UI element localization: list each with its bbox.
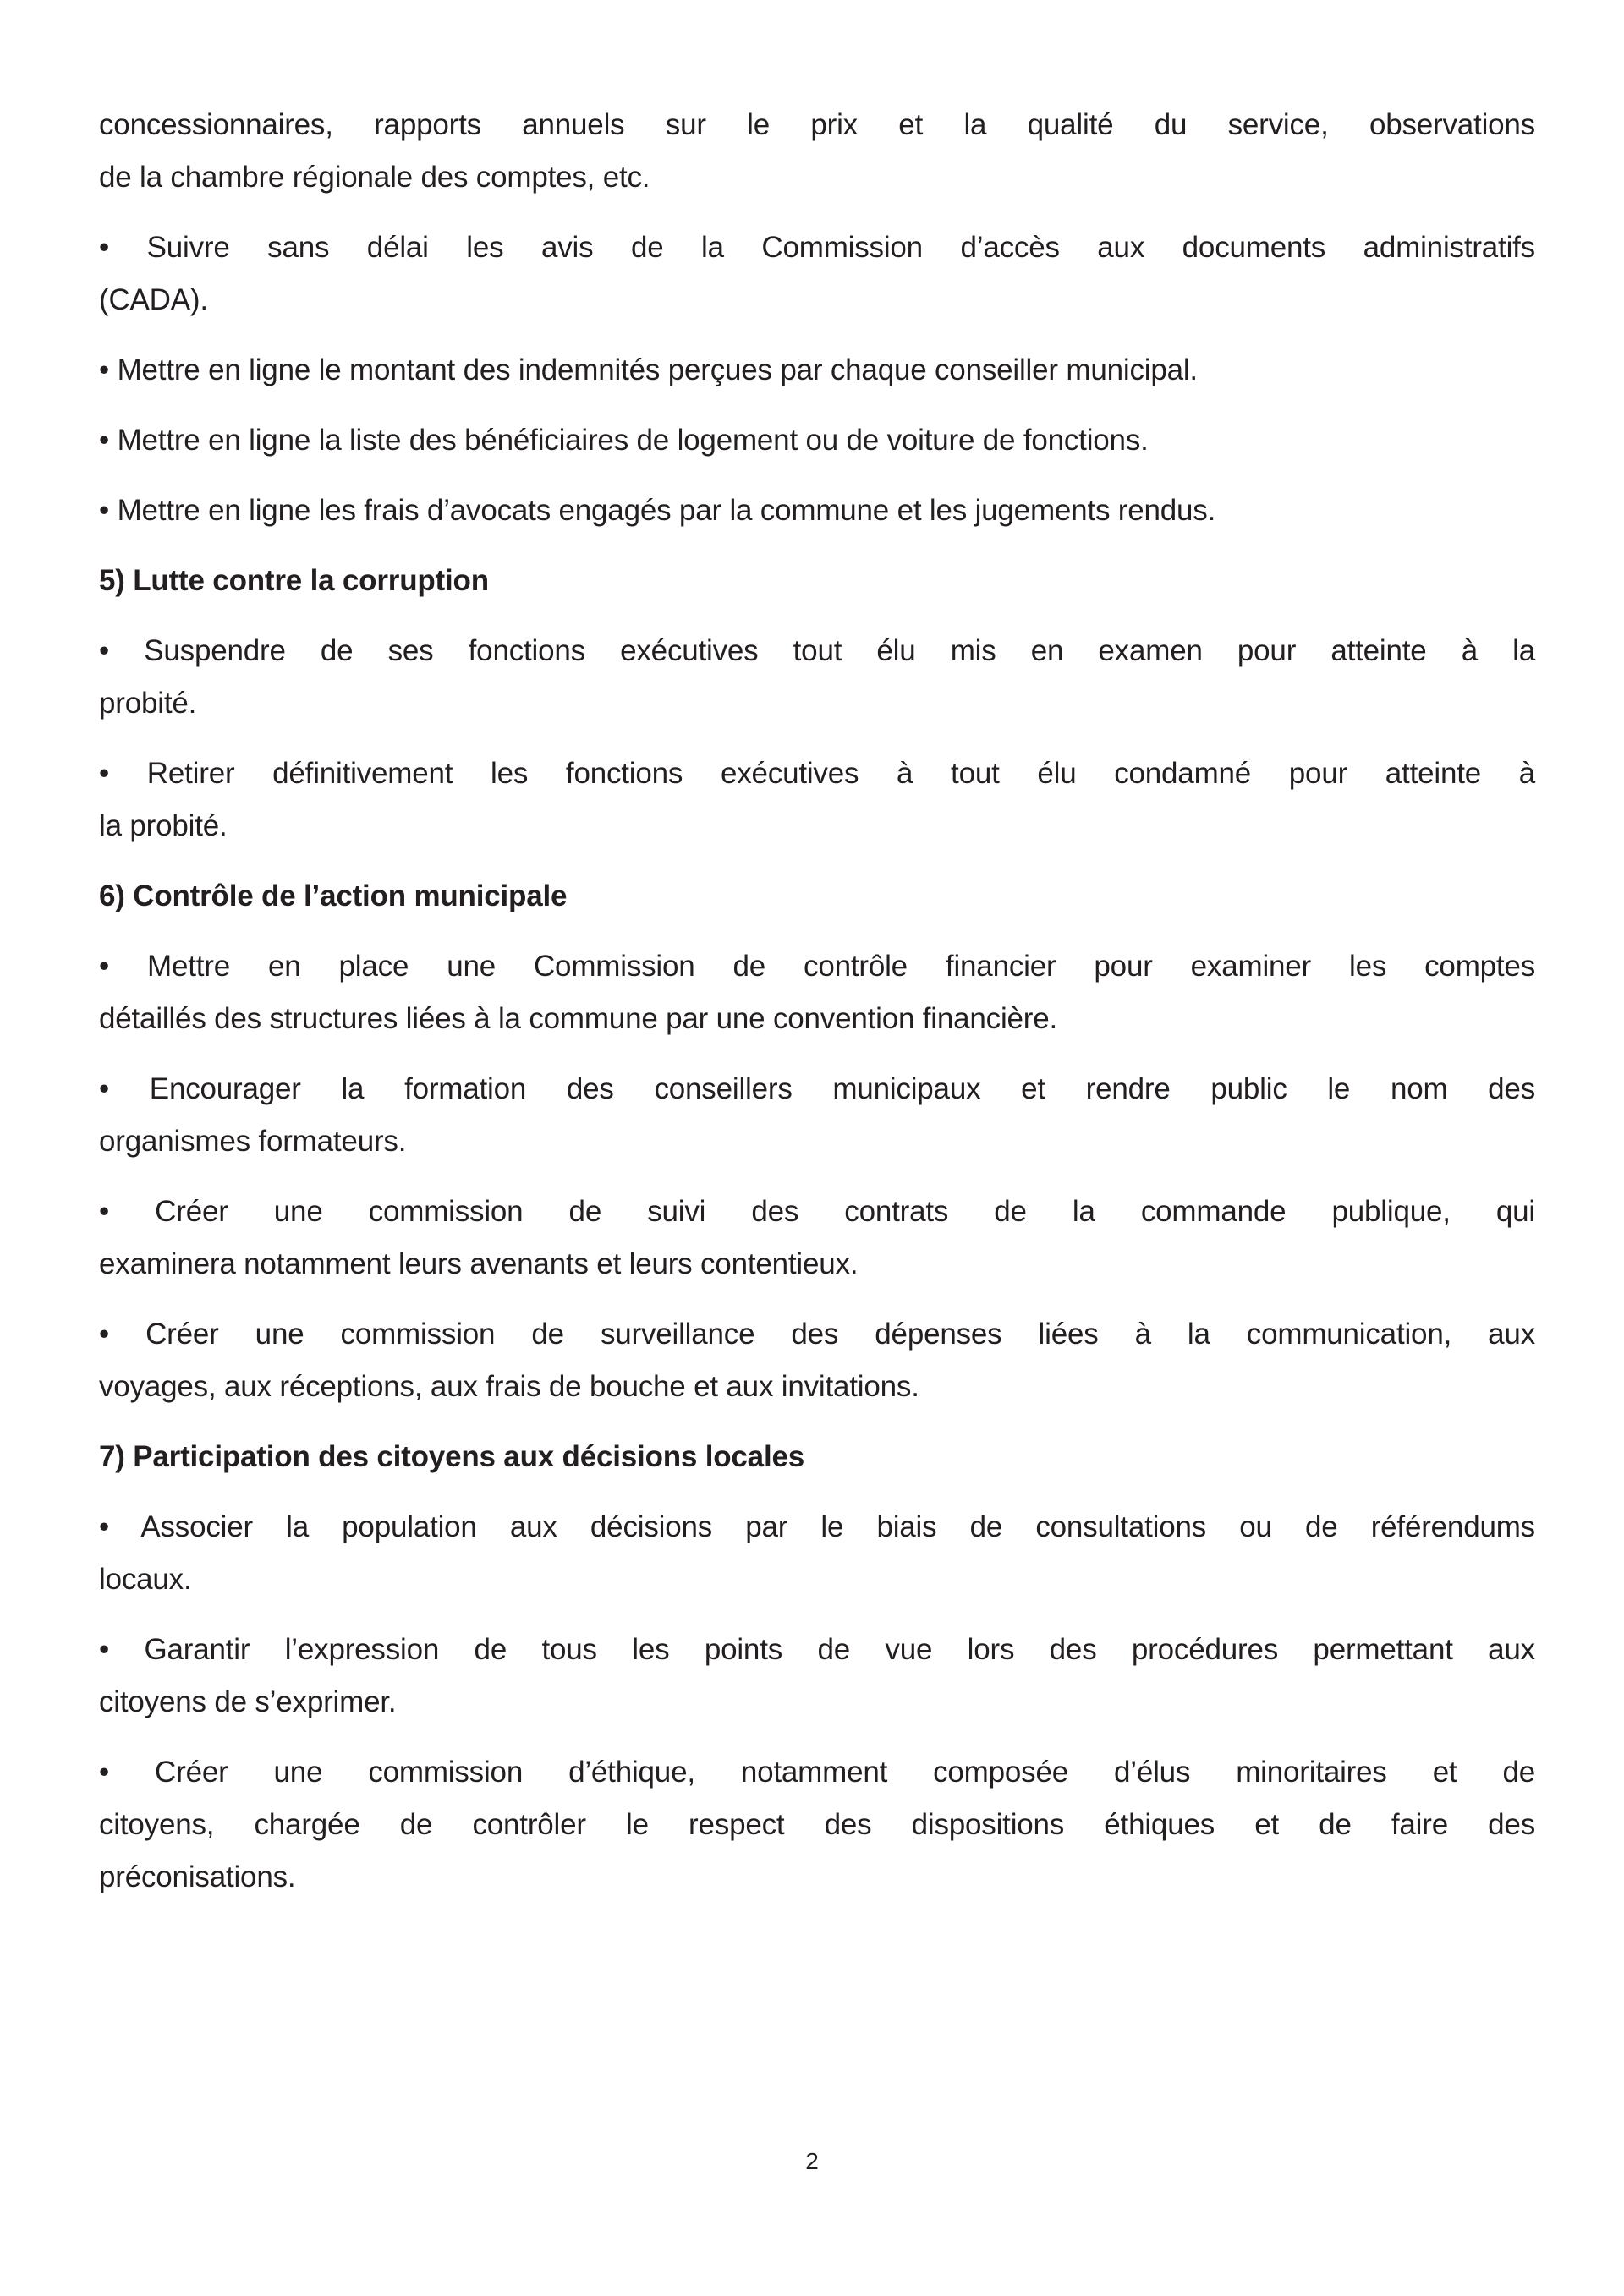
text-line: • Retirer définitivement les fonctions exécutives à tout élu condamné pour atteinte à bbox=[99, 757, 1535, 790]
text-line: 7) Participation des citoyens aux décisions locales bbox=[99, 1440, 805, 1473]
text-line: examinera notamment leurs avenants et leurs contentieux. bbox=[99, 1247, 859, 1280]
paragraph bbox=[99, 1308, 1535, 1413]
paragraph bbox=[99, 485, 1535, 537]
text-line: • Suivre sans délai les avis de la Commission d’accès aux documents administratifs bbox=[99, 231, 1535, 264]
paragraph bbox=[99, 1186, 1535, 1290]
page-number: 2 bbox=[805, 2148, 819, 2174]
text-line: organismes formateurs. bbox=[99, 1125, 407, 1158]
section-heading bbox=[99, 870, 1535, 923]
text-line: citoyens, chargée de contrôler le respect des dispositions éthiques et de faire des bbox=[99, 1808, 1535, 1841]
text-line: citoyens de s’exprimer. bbox=[99, 1685, 397, 1718]
text-line: préconisations. bbox=[99, 1860, 296, 1893]
text-line: de la chambre régionale des comptes, etc. bbox=[99, 161, 650, 194]
text-line: • Associer la population aux décisions par le biais de consultations ou de référendums bbox=[99, 1510, 1535, 1543]
text-line: • Créer une commission de surveillance des dépenses liées à la communication, aux bbox=[99, 1318, 1535, 1351]
text-line: locaux. bbox=[99, 1563, 192, 1596]
paragraph bbox=[99, 1063, 1535, 1168]
text-line: • Mettre en ligne le montant des indemnités perçues par chaque conseiller municipal. bbox=[99, 353, 1198, 386]
paragraph bbox=[99, 344, 1535, 397]
text-line: • Créer une commission de suivi des contrats de la commande publique, qui bbox=[99, 1195, 1535, 1228]
text-line: • Garantir l’expression de tous les points de vue lors des procédures permettant aux bbox=[99, 1633, 1535, 1666]
text-line: • Suspendre de ses fonctions exécutives tout élu mis en examen pour atteinte à la bbox=[99, 634, 1535, 667]
paragraph bbox=[99, 1501, 1535, 1606]
text-line: (CADA). bbox=[99, 283, 208, 316]
text-line: concessionnaires, rapports annuels sur le prix et la qualité du service, observations bbox=[99, 108, 1535, 141]
paragraph bbox=[99, 1624, 1535, 1729]
paragraph bbox=[99, 99, 1535, 204]
paragraph bbox=[99, 748, 1535, 852]
paragraph bbox=[99, 1746, 1535, 1904]
paragraph bbox=[99, 222, 1535, 326]
text-line: • Mettre en ligne les frais d’avocats engagés par la commune et les jugements rendus. bbox=[99, 494, 1216, 527]
text-line: 5) Lutte contre la corruption bbox=[99, 564, 489, 597]
text-line: • Encourager la formation des conseillers municipaux et rendre public le nom des bbox=[99, 1072, 1535, 1105]
text-line: 6) Contrôle de l’action municipale bbox=[99, 879, 568, 912]
document-body bbox=[99, 99, 1535, 1921]
text-line: détaillés des structures liées à la commune par une convention financière. bbox=[99, 1002, 1058, 1035]
text-line: la probité. bbox=[99, 809, 228, 842]
paragraph bbox=[99, 414, 1535, 467]
text-line: probité. bbox=[99, 687, 197, 720]
section-heading bbox=[99, 555, 1535, 607]
text-line: voyages, aux réceptions, aux frais de bouche et aux invitations. bbox=[99, 1370, 919, 1403]
section-heading bbox=[99, 1431, 1535, 1483]
paragraph bbox=[99, 940, 1535, 1045]
text-line: • Créer une commission d’éthique, notamment composée d’élus minoritaires et de bbox=[99, 1756, 1535, 1789]
text-line: • Mettre en ligne la liste des bénéficiaires de logement ou de voiture de fonctions. bbox=[99, 424, 1149, 457]
paragraph bbox=[99, 625, 1535, 730]
text-line: • Mettre en place une Commission de contrôle financier pour examiner les comptes bbox=[99, 950, 1535, 983]
